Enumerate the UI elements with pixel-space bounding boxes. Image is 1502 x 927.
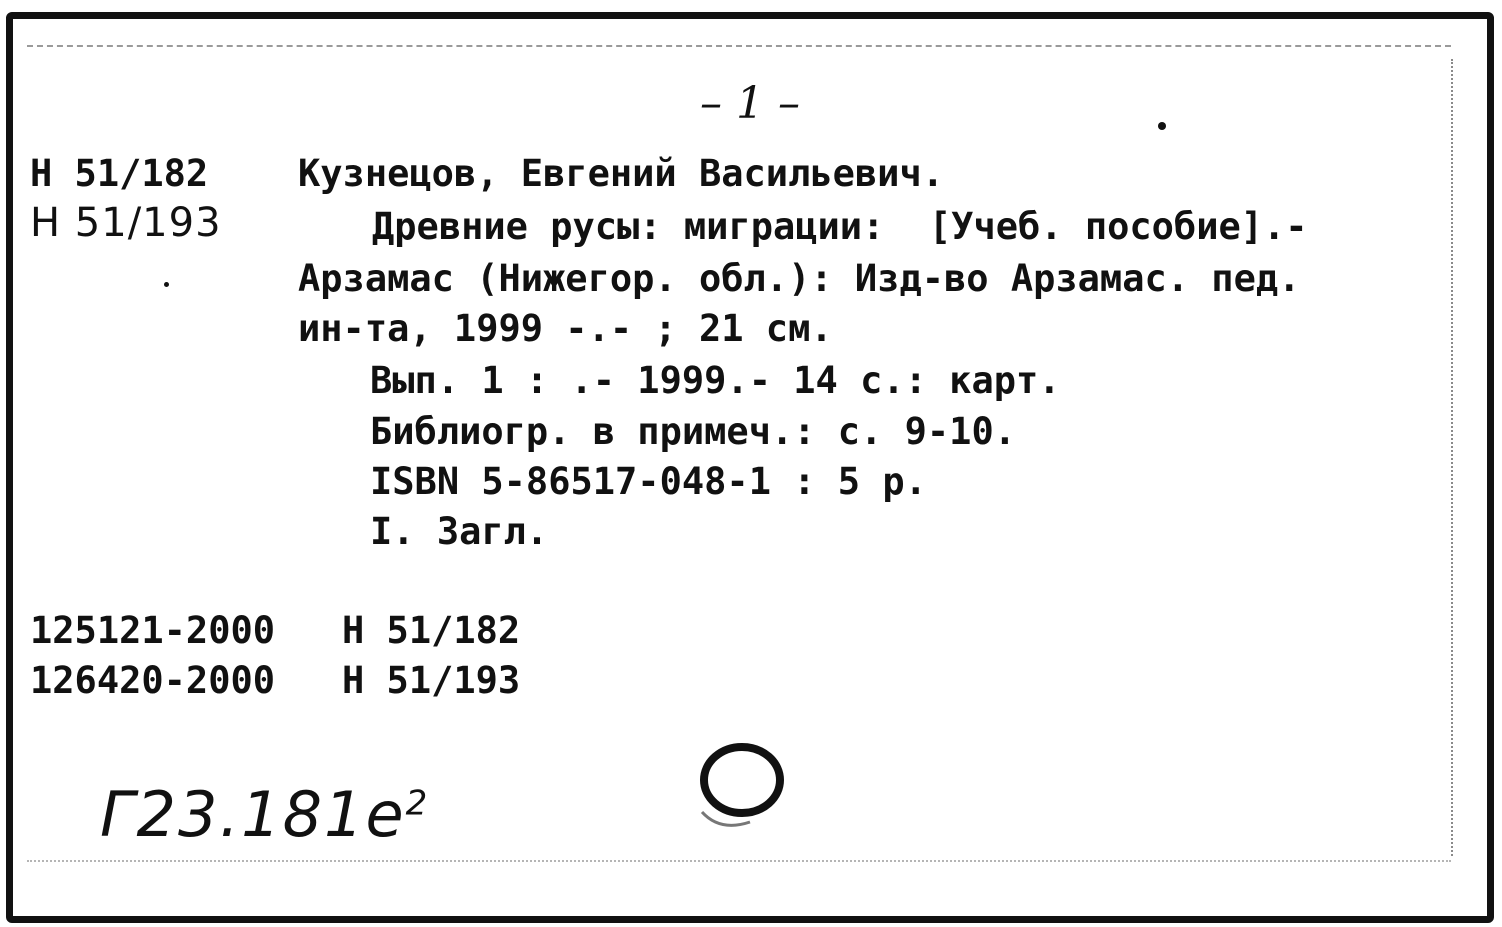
- author-heading: Кузнецов, Евгений Васильевич.: [298, 152, 945, 195]
- note-line: Вып. 1 : .- 1999.- 14 с.: карт.: [370, 359, 1061, 402]
- call-number: Н 51/182: [342, 609, 521, 652]
- inventory-number: 125121-2000: [30, 609, 276, 652]
- inventory-number: 126420-2000: [30, 659, 276, 702]
- shelf-mark-handwritten: Н 51/193: [30, 200, 222, 246]
- bottom-dotted-edge: [27, 860, 1451, 862]
- note-line: ISBN 5-86517-048-1 : 5 р.: [370, 460, 927, 503]
- description-line: Древние русы: миграции: [Учеб. пособие].-: [372, 205, 1308, 248]
- top-dashed-line: [27, 45, 1451, 47]
- note-line: I. Загл.: [370, 510, 549, 553]
- note-line: Библиогр. в примеч.: с. 9-10.: [370, 410, 1017, 453]
- right-dotted-edge: [1451, 59, 1453, 856]
- description-line: ин-та, 1999 -.- ; 21 см.: [298, 307, 833, 350]
- page-number: – 1 –: [700, 78, 800, 129]
- shelf-mark: Н 51/182: [30, 152, 209, 195]
- ink-speck: [164, 282, 169, 287]
- classification-handwritten: [100, 778, 429, 851]
- classification-code: Г23.181е: [100, 778, 406, 851]
- description-line: Арзамас (Нижегор. обл.): Изд-во Арзамас. пед.: [298, 257, 1301, 300]
- circle-stamp: [690, 742, 785, 827]
- call-number: Н 51/193: [342, 659, 521, 702]
- ink-speck: [1158, 122, 1166, 130]
- classification-superscript: 2: [405, 783, 430, 824]
